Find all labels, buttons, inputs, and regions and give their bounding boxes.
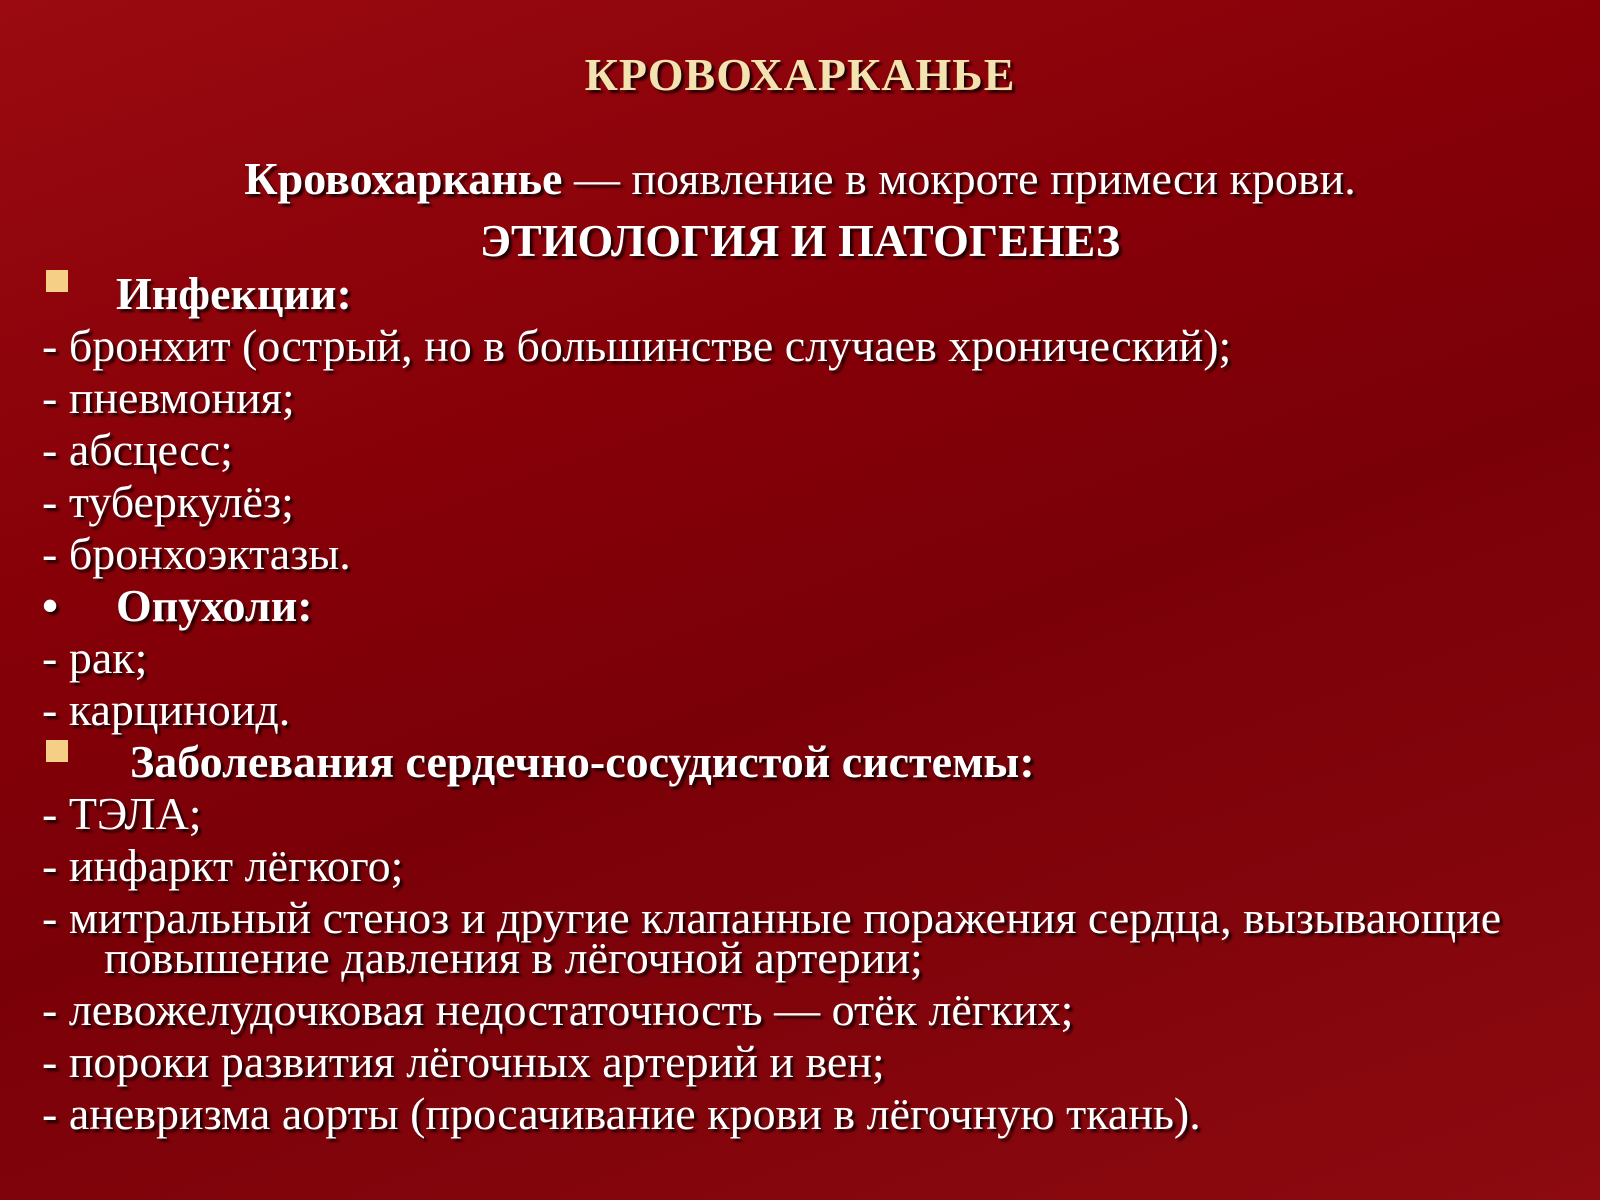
list-item: - бронхит (острый, но в большинстве случаев хронический); (42, 320, 1232, 371)
list-item: - бронхоэктазы. (42, 528, 351, 579)
list-item: - пороки развития лёгочных артерий и вен; (42, 1036, 885, 1087)
square-bullet-icon (46, 270, 68, 292)
list-item: - карциноид. (42, 684, 291, 735)
list-item: - абсцесс; (42, 424, 233, 475)
list-item: - ТЭЛА; (42, 788, 202, 839)
section-heading-tumors (42, 580, 1562, 632)
list-item: - пневмония; (42, 372, 295, 423)
section-heading-label: Опухоли: (116, 580, 313, 631)
section-heading-cardiovascular (42, 736, 1562, 788)
list-item: - рак; (42, 632, 148, 683)
definition-term: Кровохарканье (244, 153, 563, 204)
section-subheading: ЭТИОЛОГИЯ И ПАТОГЕНЕЗ (479, 215, 1121, 266)
section-heading-infections (42, 268, 1562, 320)
list-item: - туберкулёз; (42, 476, 294, 527)
list-item: - инфаркт лёгкого; (42, 840, 404, 891)
list-item: - митральный стеноз и другие клапанные поражения сердца, вызывающие повышение давления в лёгочной артерии; (42, 892, 1502, 983)
slide-title: КРОВОХАРКАНЬЕ (584, 49, 1016, 100)
list-item: - левожелудочковая недостаточность — отёк лёгких; (42, 984, 1074, 1035)
list-item: - аневризма аорты (просачивание крови в лёгочную ткань). (42, 1088, 1201, 1139)
dot-bullet-icon: • (42, 580, 59, 631)
etiology-list (42, 268, 1562, 1140)
section-heading-label: Заболевания сердечно-сосудистой системы: (130, 736, 1035, 787)
square-bullet-icon (46, 740, 68, 762)
definition-text: — появление в мокроте примеси крови. (562, 153, 1356, 204)
section-heading-label: Инфекции: (116, 268, 352, 319)
definition (0, 152, 1600, 205)
